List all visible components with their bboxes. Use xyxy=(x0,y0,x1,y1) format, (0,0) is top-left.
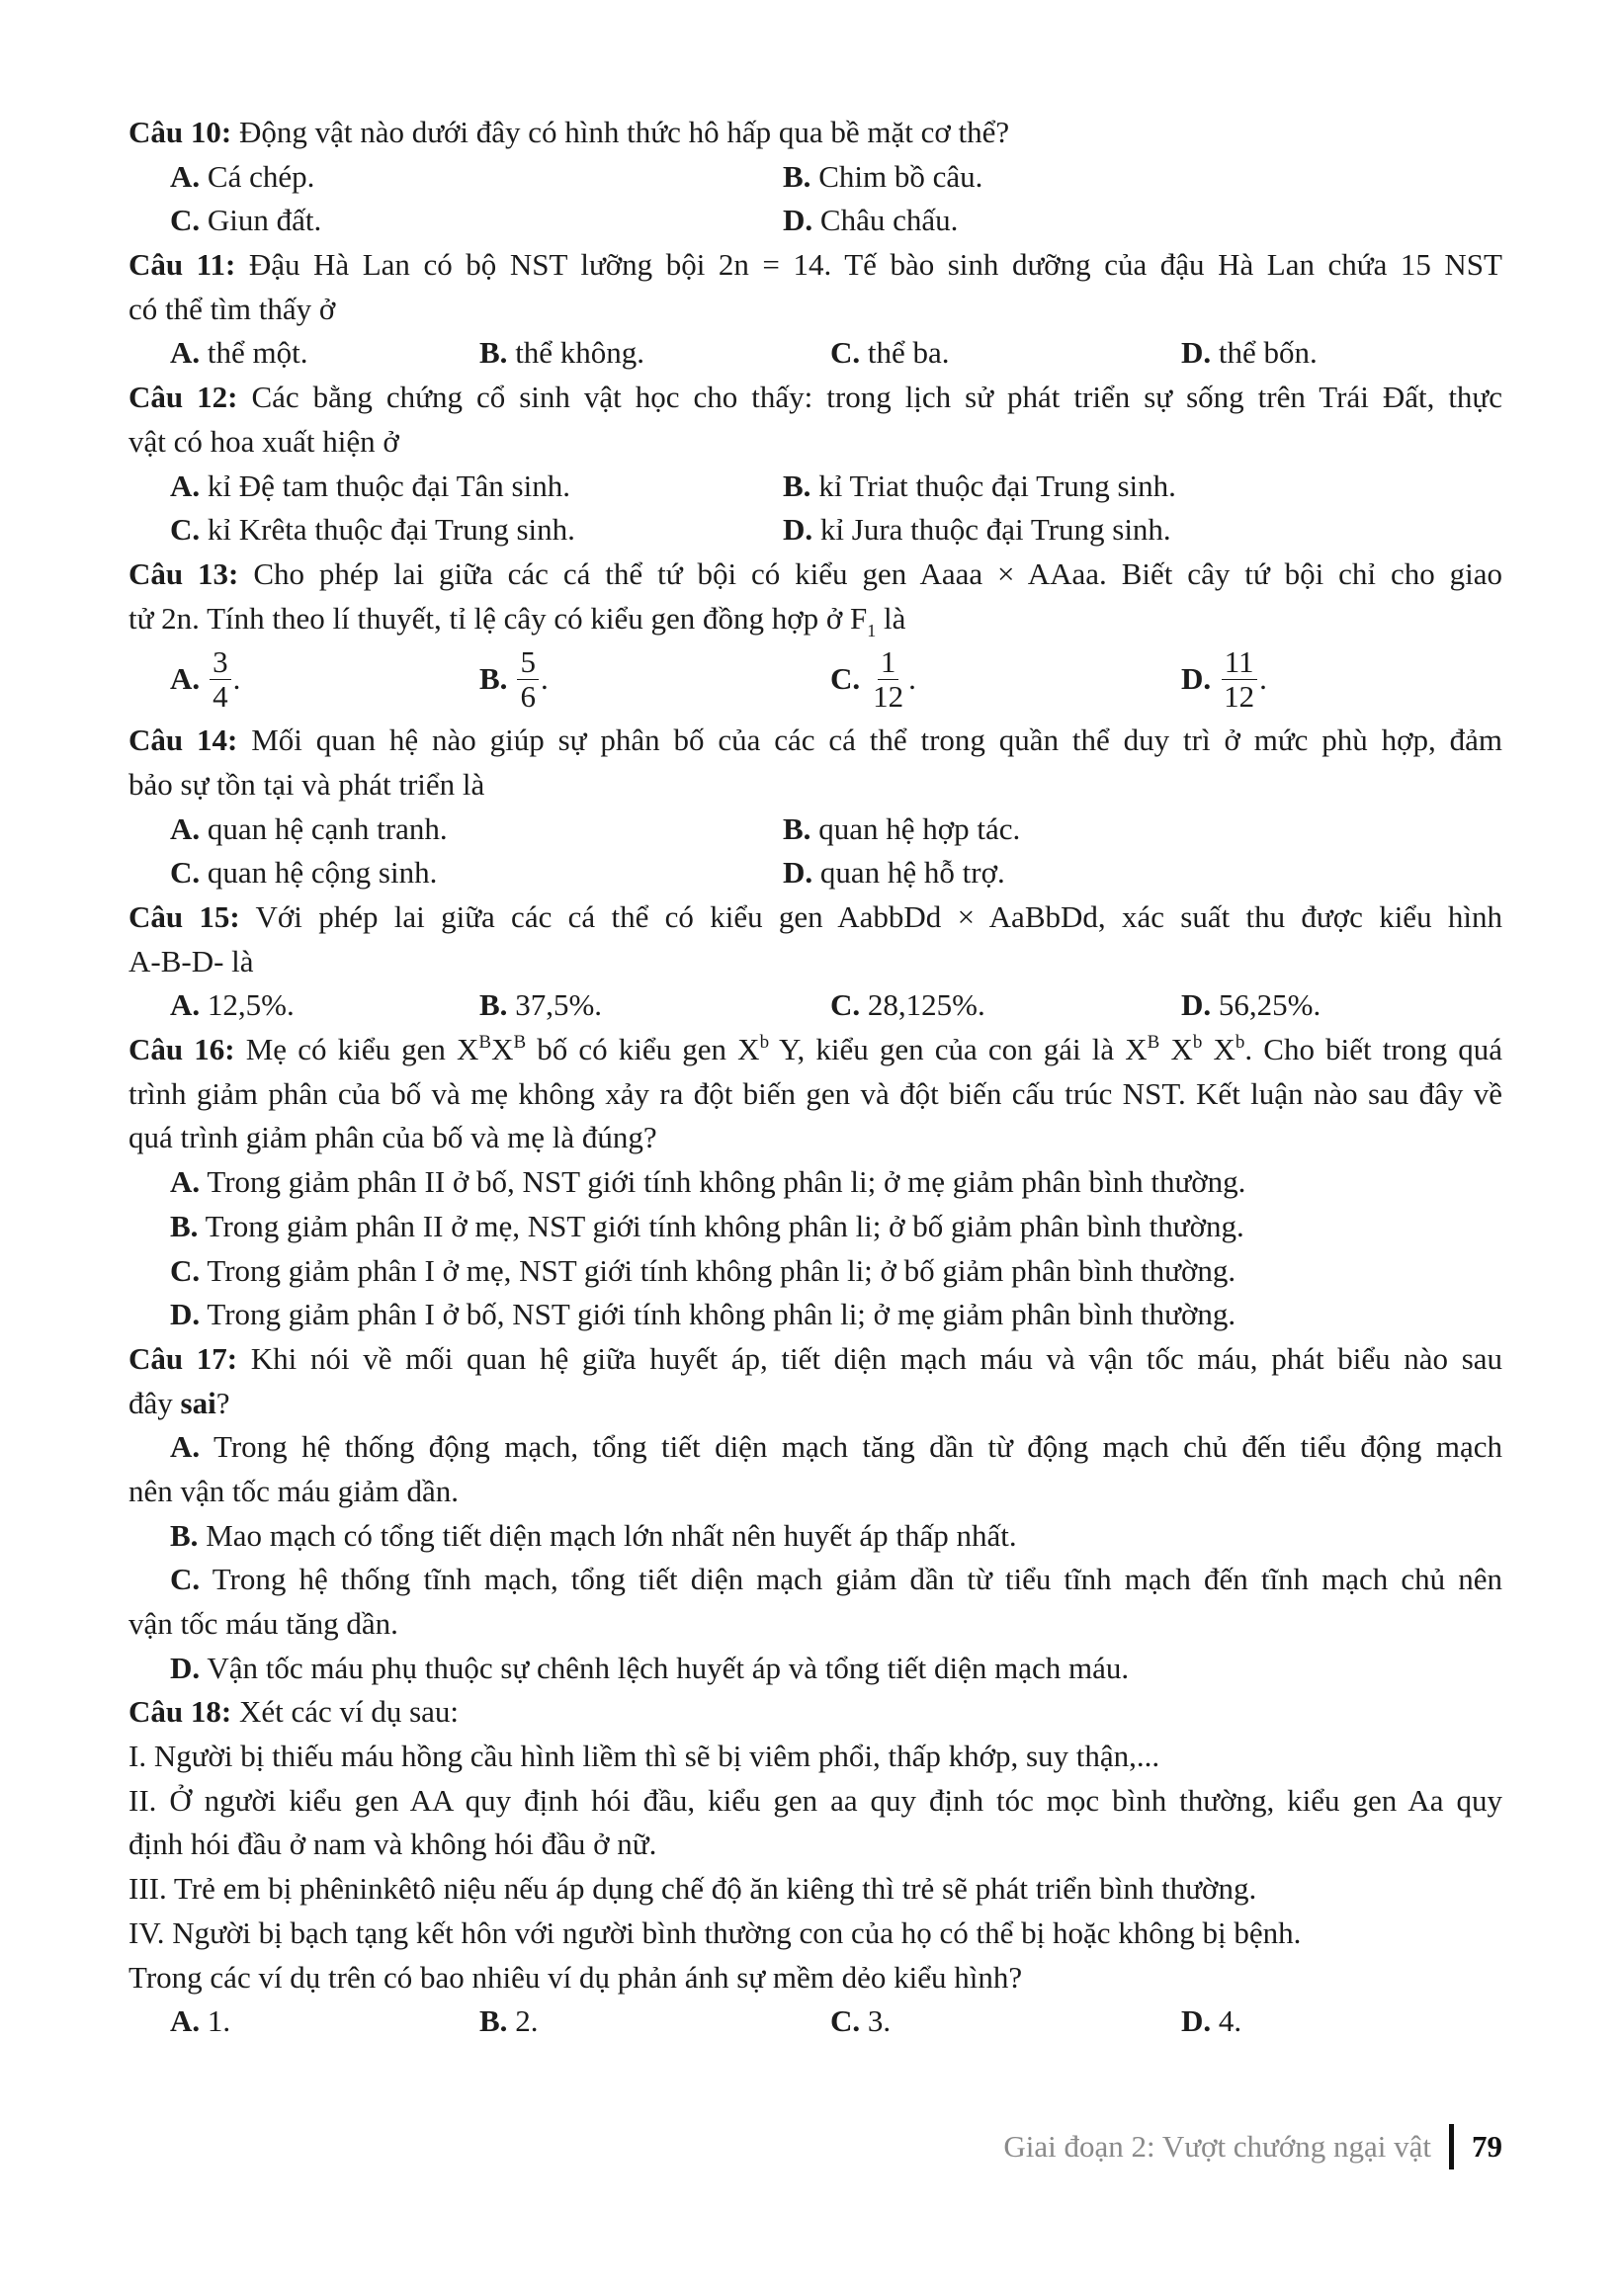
option-b[interactable]: B. quan hệ hợp tác. xyxy=(783,810,1021,846)
question-17: Câu 17: Khi nói về mối quan hệ giữa huyết áp, tiết diện mạch máu và vận tốc máu, phát biểu nào sau đây sai? A. Trong hệ thống động mạch, tổng tiết diện mạch tăng dần từ động mạch chủ đến tiểu động mạch nên vận tốc máu giảm dần. B. Mao mạch có tổng tiết diện mạch lớn nhất nên huyết áp thấp nhất. C. Trong hệ thống tĩnh mạch, tổng tiết diện mạch giảm dần từ tiểu tĩnh mạch đến tĩnh mạch chủ nên vận tốc máu tăng dần. D. Vận tốc máu phụ thuộc sự chênh lệch huyết áp và tổng tiết diện mạch máu. xyxy=(128,1337,1502,1691)
option-d[interactable]: D. Châu chấu. xyxy=(783,203,959,238)
question-stem-cont: bảo sự tồn tại và phát triển là xyxy=(128,766,485,802)
question-label: Câu 15: xyxy=(128,899,240,934)
option-c[interactable]: C. 28,125%. xyxy=(830,987,985,1023)
question-stem-cont: A-B-D- là xyxy=(128,943,254,978)
question-label: Câu 17: xyxy=(128,1340,238,1376)
option-a[interactable]: A. Trong hệ thống động mạch, tổng tiết diện mạch tăng dần từ động mạch chủ đến tiểu động mạch nên vận tốc máu giảm dần. xyxy=(128,1429,1502,1508)
question-stem: Xét các ví dụ sau: xyxy=(238,1694,460,1730)
chapter-title: Giai đoạn 2: Vượt chướng ngại vật xyxy=(1003,2129,1431,2164)
fraction: $\frac{11}{12}$ xyxy=(1221,645,1257,714)
question-stem-cont: có thể tìm thấy ở xyxy=(128,291,336,326)
option-d[interactable]: D. thể bốn. xyxy=(1181,335,1318,371)
option-b[interactable]: B. $\frac{5}{6}$ . xyxy=(479,644,549,715)
option-c[interactable]: C. thể ba. xyxy=(830,335,950,371)
question-stem: Các bằng chứng cổ sinh vật học cho thấy: trong lịch sử phát triển sự sống trên Trái Đất, thực xyxy=(251,380,1502,415)
option-d[interactable]: D. $\frac{11}{12}$ . xyxy=(1181,644,1267,715)
question-label: Câu 16: xyxy=(128,1032,235,1067)
page-footer xyxy=(1003,2122,1502,2171)
option-a[interactable]: A. quan hệ cạnh tranh. xyxy=(170,810,448,846)
question-label: Câu 10: xyxy=(128,115,232,149)
option-a[interactable]: A. Cá chép. xyxy=(170,158,315,194)
option-a[interactable]: A. 1. xyxy=(170,2003,231,2039)
option-a[interactable]: A. $\frac{3}{4}$ . xyxy=(170,644,241,715)
fraction: $\frac{5}{6}$ xyxy=(517,645,539,714)
question-stem: Khi nói về mối quan hệ giữa huyết áp, tiết diện mạch máu và vận tốc máu, phát biểu nào sau xyxy=(250,1340,1503,1376)
question-10 xyxy=(128,111,1502,243)
question-stem: Động vật nào dưới đây có hình thức hô hấp qua bề mặt cơ thể? xyxy=(238,115,1010,149)
option-d[interactable]: D. 4. xyxy=(1181,2003,1242,2039)
option-a[interactable]: A. kỉ Đệ tam thuộc đại Tân sinh. xyxy=(170,468,570,503)
question-stem-cont: vật có hoa xuất hiện ở xyxy=(128,423,399,459)
option-c[interactable]: C. Giun đất. xyxy=(170,203,322,238)
option-d[interactable]: D. 56,25%. xyxy=(1181,987,1321,1023)
question-16 xyxy=(128,1028,1502,1337)
option-c[interactable]: C. quan hệ cộng sinh. xyxy=(170,855,438,891)
question-stem: Mối quan hệ nào giúp sự phân bố của các cá thể trong quần thể duy trì ở mức phù hợp, đảm xyxy=(251,723,1503,758)
option-b[interactable]: B. 2. xyxy=(479,2003,539,2039)
option-a[interactable]: A. thể một. xyxy=(170,335,308,371)
option-c[interactable]: C. Trong giảm phân I ở mẹ, NST giới tính không phân li; ở bố giảm phân bình thường. xyxy=(170,1252,1236,1288)
question-stem-cont: quá trình giảm phân của bố và mẹ là đúng? xyxy=(128,1120,657,1155)
question-stem: Cho phép lai giữa các cá thể tứ bội có kiểu gen Aaaa × AAaa. Biết cây tứ bội chỉ cho giao xyxy=(253,555,1503,591)
footer-divider xyxy=(1449,2124,1454,2169)
statement: định hói đầu ở nam và không hói đầu ở nữ. xyxy=(128,1827,657,1862)
question-stem: Mẹ có kiểu gen $X^BX^B$ bố có kiểu gen $X^b$ Y, kiểu gen của con gái là $X^B$ $X^b$ $X^b$. Cho biết trong quá xyxy=(245,1032,1503,1067)
question-stem: Với phép lai giữa các cá thể có kiểu gen AabbDd × AaBbDd, xác suất thu được kiểu hình xyxy=(255,899,1502,934)
statement: III. Trẻ em bị phêninkêtô niệu nếu áp dụng chế độ ăn kiêng thì trẻ sẽ phát triển bình thường. xyxy=(128,1871,1257,1907)
question-15 xyxy=(128,895,1502,1028)
page-number: 79 xyxy=(1472,2129,1502,2164)
question-13: Câu 13: Cho phép lai giữa các cá thể tứ bội có kiểu gen Aaaa × AAaa. Biết cây tứ bội chỉ cho giao tử 2n. Tính theo lí thuyết, tỉ lệ cây có kiểu gen đồng hợp ở $F_1$ là A. $\frac{3}{4}$ . B. $\frac{5}{6}$ . C. $\frac{1}{12}$ . D. $\frac{11}{12}$ . xyxy=(128,555,1503,715)
option-d[interactable]: D. quan hệ hỗ trợ. xyxy=(783,855,1005,891)
emphasis-word: sai xyxy=(180,1385,216,1420)
option-c[interactable]: C. Trong hệ thống tĩnh mạch, tổng tiết diện mạch giảm dần từ tiểu tĩnh mạch đến tĩnh mạch chủ nên vận tốc máu tăng dần. xyxy=(128,1562,1502,1641)
option-b[interactable]: B. Chim bồ câu. xyxy=(783,158,983,194)
option-d[interactable]: D. Vận tốc máu phụ thuộc sự chênh lệch huyết áp và tổng tiết diện mạch máu. xyxy=(170,1650,1130,1685)
option-a[interactable]: A. 12,5%. xyxy=(170,987,295,1023)
option-d[interactable]: D. kỉ Jura thuộc đại Trung sinh. xyxy=(783,512,1171,548)
statement: II. Ở người kiểu gen AA quy định hói đầu, kiểu gen aa quy định tóc mọc bình thường, kiểu gen Aa quy xyxy=(128,1782,1502,1818)
exam-page xyxy=(128,111,1502,2044)
question-label: Câu 12: xyxy=(128,380,238,415)
option-b[interactable]: B. kỉ Triat thuộc đại Trung sinh. xyxy=(783,468,1176,503)
question-11 xyxy=(128,243,1502,376)
question-stem-cont: trình giảm phân của bố và mẹ không xảy ra đột biến gen và đột biến cấu trúc NST. Kết luận nào sau đây về xyxy=(128,1075,1502,1111)
question-18 xyxy=(128,1690,1502,2044)
question-prompt: Trong các ví dụ trên có bao nhiêu ví dụ phản ánh sự mềm dẻo kiểu hình? xyxy=(128,1959,1023,1995)
option-b[interactable]: B. Mao mạch có tổng tiết diện mạch lớn nhất nên huyết áp thấp nhất. xyxy=(170,1517,1017,1553)
fraction: $\frac{1}{12}$ xyxy=(873,644,904,715)
option-a[interactable]: A. Trong giảm phân II ở bố, NST giới tính không phân li; ở mẹ giảm phân bình thường. xyxy=(170,1164,1246,1200)
option-b[interactable]: B. 37,5%. xyxy=(479,987,603,1023)
question-12 xyxy=(128,376,1502,553)
option-c[interactable]: C. $\frac{1}{12}$ . xyxy=(830,644,916,715)
subscript: 1 xyxy=(867,620,877,640)
question-label: Câu 11: xyxy=(128,247,236,283)
option-d[interactable]: D. Trong giảm phân I ở bố, NST giới tính không phân li; ở mẹ giảm phân bình thường. xyxy=(170,1297,1236,1332)
question-label: Câu 13: xyxy=(128,555,239,591)
fraction: $\frac{3}{4}$ xyxy=(210,645,231,714)
option-c[interactable]: C. 3. xyxy=(830,2003,892,2039)
question-stem-cont: tử 2n. Tính theo lí thuyết, tỉ lệ cây có kiểu gen đồng hợp ở F xyxy=(128,600,868,636)
question-stem-cont: đây xyxy=(128,1385,181,1420)
option-c[interactable]: C. kỉ Krêta thuộc đại Trung sinh. xyxy=(170,512,575,548)
question-label: Câu 18: xyxy=(128,1694,232,1730)
statement: I. Người bị thiếu máu hồng cầu hình liềm thì sẽ bị viêm phổi, thấp khớp, suy thận,... xyxy=(128,1739,1160,1774)
question-14 xyxy=(128,719,1502,895)
question-label: Câu 14: xyxy=(128,723,238,758)
option-b[interactable]: B. Trong giảm phân II ở mẹ, NST giới tính không phân li; ở bố giảm phân bình thường. xyxy=(170,1208,1244,1243)
statement: IV. Người bị bạch tạng kết hôn với người bình thường con của họ có thể bị hoặc không bị bệnh. xyxy=(128,1914,1302,1950)
option-b[interactable]: B. thể không. xyxy=(479,335,645,371)
question-stem: Đậu Hà Lan có bộ NST lưỡng bội 2n = 14. Tế bào sinh dưỡng của đậu Hà Lan chứa 15 NST xyxy=(248,247,1502,283)
